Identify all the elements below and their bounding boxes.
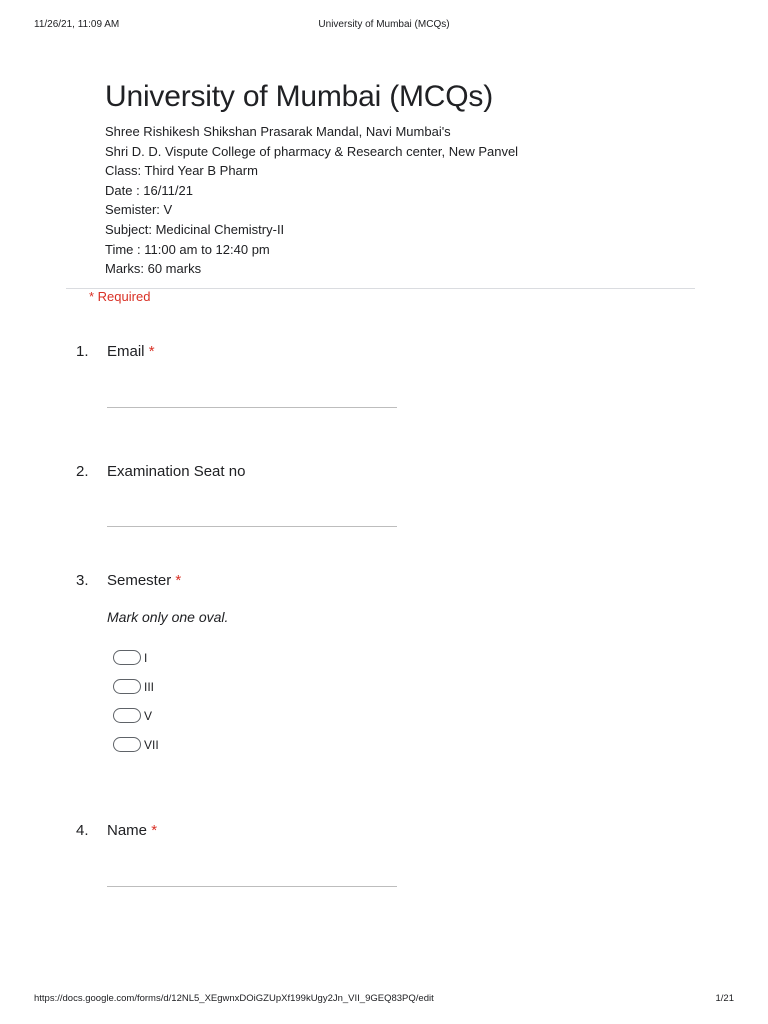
question-hint: Mark only one oval.	[107, 609, 229, 625]
option-label: I	[144, 650, 148, 665]
description-line: Date : 16/11/21	[105, 182, 193, 198]
description-line: Subject: Medicinal Chemistry-II	[105, 221, 285, 237]
print-datetime: 11/26/21, 11:09 AM	[34, 19, 120, 30]
description-line: Time : 11:00 am to 12:40 pm	[105, 241, 270, 257]
option-label: VII	[144, 737, 159, 752]
required-asterisk: *	[151, 822, 158, 839]
page-url[interactable]: https://docs.google.com/forms/d/12NL5_XEgwnxDOiGZUpXf199kUgy2Jn_VII_9GEQ83PQ/edit	[34, 993, 434, 1004]
question-number: 3.	[76, 572, 89, 589]
description-line: Marks: 60 marks	[105, 261, 202, 277]
name-answer-field[interactable]	[107, 886, 397, 887]
option-vii[interactable]	[113, 736, 159, 754]
question-label	[107, 343, 155, 360]
seat-no-answer-field[interactable]	[107, 526, 397, 527]
question-text: Email	[107, 343, 145, 360]
option-label: V	[144, 708, 153, 723]
required-note: * Required	[89, 289, 151, 304]
radio-oval[interactable]	[113, 679, 141, 694]
question-number: 1.	[76, 343, 89, 360]
option-i[interactable]	[113, 649, 147, 667]
form-title: University of Mumbai (MCQs)	[105, 80, 493, 113]
description-line: Shri D. D. Vispute College of pharmacy & Research center, New Panvel	[105, 143, 519, 159]
required-asterisk: *	[148, 343, 155, 360]
option-iii[interactable]	[113, 678, 154, 696]
page-number: 1/21	[715, 993, 734, 1004]
question-label	[107, 463, 245, 480]
question-number: 2.	[76, 463, 89, 480]
radio-oval[interactable]	[113, 650, 141, 665]
radio-oval[interactable]	[113, 737, 141, 752]
option-label: III	[144, 679, 155, 694]
header-divider	[66, 288, 695, 289]
description-line: Shree Rishikesh Shikshan Prasarak Mandal, Navi Mumbai's	[105, 124, 451, 139]
required-asterisk: *	[175, 572, 182, 589]
radio-oval[interactable]	[113, 708, 141, 723]
question-label	[107, 572, 181, 589]
question-label	[107, 822, 157, 839]
option-v[interactable]	[113, 707, 152, 725]
question-text: Semester	[107, 572, 172, 589]
email-answer-field[interactable]	[107, 407, 397, 408]
print-page-title: University of Mumbai (MCQs)	[318, 19, 450, 30]
description-line: Semister: V	[105, 202, 173, 218]
question-number: 4.	[76, 822, 89, 839]
question-text: Examination Seat no	[107, 463, 246, 480]
question-text: Name	[107, 822, 148, 839]
form-description	[105, 122, 518, 279]
description-line: Class: Third Year B Pharm	[105, 163, 258, 179]
